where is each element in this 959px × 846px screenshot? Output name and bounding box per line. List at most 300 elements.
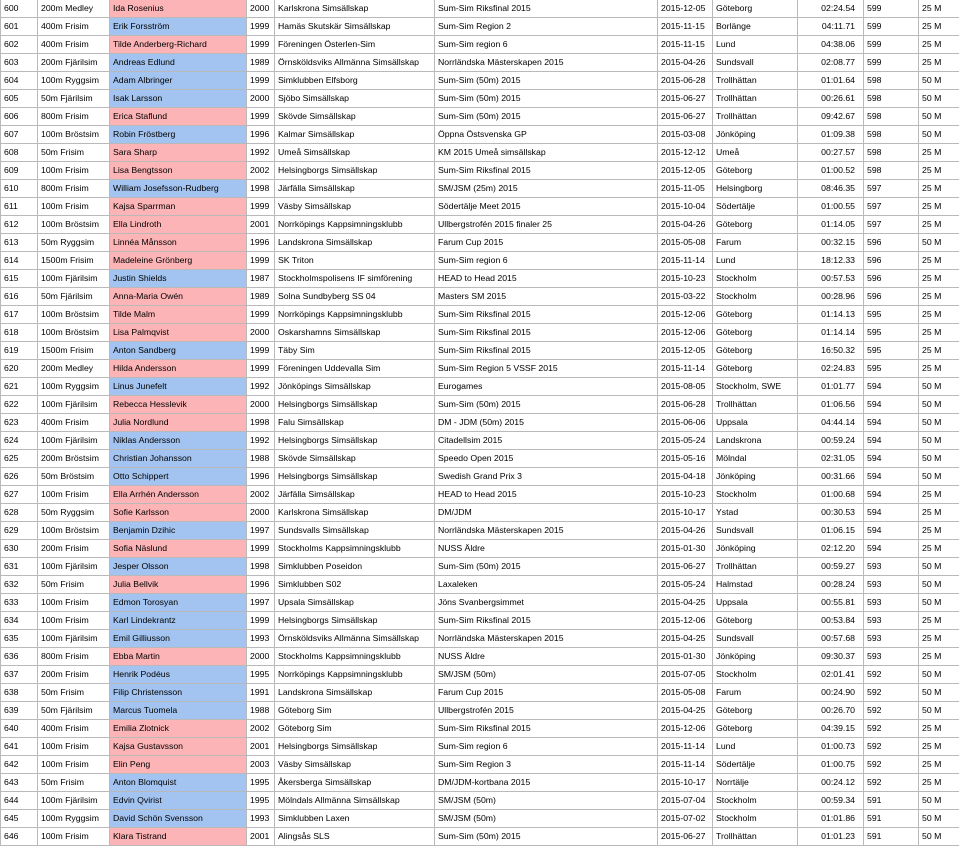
time-cell: 00:28.24 <box>798 576 864 594</box>
swimmer-name-cell: Tilde Malm <box>110 306 247 324</box>
swimmer-name-cell: Filip Christensson <box>110 684 247 702</box>
date-cell: 2015-01-30 <box>658 540 713 558</box>
points-cell: 592 <box>864 684 919 702</box>
club-cell: Upsala Simsällskap <box>275 594 435 612</box>
rank-cell: 644 <box>1 792 38 810</box>
time-cell: 01:06.15 <box>798 522 864 540</box>
pool-length-cell: 25 M <box>919 522 959 540</box>
birth-year-cell: 1997 <box>247 594 275 612</box>
competition-cell: Södertälje Meet 2015 <box>435 198 658 216</box>
points-cell: 591 <box>864 810 919 828</box>
birth-year-cell: 2000 <box>247 396 275 414</box>
event-cell: 50m Fjärilsim <box>38 702 110 720</box>
date-cell: 2015-04-25 <box>658 594 713 612</box>
birth-year-cell: 1999 <box>247 306 275 324</box>
birth-year-cell: 2000 <box>247 504 275 522</box>
event-cell: 100m Frisim <box>38 756 110 774</box>
city-cell: Göteborg <box>713 324 798 342</box>
pool-length-cell: 25 M <box>919 270 959 288</box>
birth-year-cell: 1996 <box>247 468 275 486</box>
competition-cell: Öppna Östsvenska GP <box>435 126 658 144</box>
rank-cell: 628 <box>1 504 38 522</box>
event-cell: 100m Bröstsim <box>38 216 110 234</box>
club-cell: Skövde Simsällskap <box>275 450 435 468</box>
swimmer-name-cell: Christian Johansson <box>110 450 247 468</box>
competition-cell: DM - JDM (50m) 2015 <box>435 414 658 432</box>
competition-cell: Jöns Svanbergsimmet <box>435 594 658 612</box>
event-cell: 50m Frisim <box>38 774 110 792</box>
club-cell: Stockholms Kappsimningsklubb <box>275 540 435 558</box>
club-cell: Örnsköldsviks Allmänna Simsällskap <box>275 630 435 648</box>
rank-cell: 610 <box>1 180 38 198</box>
club-cell: Väsby Simsällskap <box>275 756 435 774</box>
swimmer-name-cell: Anna-Maria Owén <box>110 288 247 306</box>
rank-cell: 638 <box>1 684 38 702</box>
club-cell: Simklubben Elfsborg <box>275 72 435 90</box>
date-cell: 2015-08-05 <box>658 378 713 396</box>
competition-cell: Ullbergstrofén 2015 finaler 25 <box>435 216 658 234</box>
birth-year-cell: 1997 <box>247 522 275 540</box>
table-row <box>1 378 959 396</box>
rank-cell: 620 <box>1 360 38 378</box>
table-row <box>1 216 959 234</box>
pool-length-cell: 25 M <box>919 738 959 756</box>
event-cell: 200m Frisim <box>38 540 110 558</box>
rank-cell: 626 <box>1 468 38 486</box>
date-cell: 2015-12-05 <box>658 0 713 18</box>
club-cell: Helsingborgs Simsällskap <box>275 612 435 630</box>
pool-length-cell: 50 M <box>919 72 959 90</box>
rank-cell: 623 <box>1 414 38 432</box>
club-cell: Åkersberga Simsällskap <box>275 774 435 792</box>
time-cell: 01:00.52 <box>798 162 864 180</box>
time-cell: 09:42.67 <box>798 108 864 126</box>
table-row <box>1 720 959 738</box>
birth-year-cell: 1993 <box>247 630 275 648</box>
swimmer-name-cell: Adam Albringer <box>110 72 247 90</box>
date-cell: 2015-12-06 <box>658 612 713 630</box>
date-cell: 2015-07-04 <box>658 792 713 810</box>
date-cell: 2015-06-28 <box>658 396 713 414</box>
date-cell: 2015-12-06 <box>658 306 713 324</box>
city-cell: Mölndal <box>713 450 798 468</box>
city-cell: Borlänge <box>713 18 798 36</box>
swimmer-name-cell: Lisa Bengtsson <box>110 162 247 180</box>
pool-length-cell: 50 M <box>919 792 959 810</box>
points-cell: 593 <box>864 576 919 594</box>
competition-cell: Sum-Sim (50m) 2015 <box>435 108 658 126</box>
city-cell: Uppsala <box>713 594 798 612</box>
pool-length-cell: 25 M <box>919 504 959 522</box>
event-cell: 100m Bröstsim <box>38 126 110 144</box>
club-cell: Norrköpings Kappsimningsklubb <box>275 666 435 684</box>
time-cell: 16:50.32 <box>798 342 864 360</box>
event-cell: 100m Fjärilsim <box>38 432 110 450</box>
swimmer-name-cell: Rebecca Hesslevik <box>110 396 247 414</box>
event-cell: 100m Frisim <box>38 486 110 504</box>
time-cell: 00:24.90 <box>798 684 864 702</box>
rank-cell: 637 <box>1 666 38 684</box>
pool-length-cell: 50 M <box>919 828 959 846</box>
time-cell: 00:57.53 <box>798 270 864 288</box>
birth-year-cell: 1988 <box>247 450 275 468</box>
date-cell: 2015-05-08 <box>658 684 713 702</box>
swimmer-name-cell: Sofie Karlsson <box>110 504 247 522</box>
time-cell: 01:00.55 <box>798 198 864 216</box>
date-cell: 2015-06-27 <box>658 558 713 576</box>
pool-length-cell: 25 M <box>919 756 959 774</box>
swimmer-name-cell: Justin Shields <box>110 270 247 288</box>
rank-cell: 602 <box>1 36 38 54</box>
points-cell: 598 <box>864 90 919 108</box>
rank-cell: 604 <box>1 72 38 90</box>
birth-year-cell: 2003 <box>247 756 275 774</box>
swimmer-name-cell: Marcus Tuomela <box>110 702 247 720</box>
points-cell: 594 <box>864 522 919 540</box>
points-cell: 595 <box>864 342 919 360</box>
rank-cell: 617 <box>1 306 38 324</box>
swimmer-name-cell: Klara Tistrand <box>110 828 247 846</box>
swimmer-name-cell: Edvin Qvirist <box>110 792 247 810</box>
date-cell: 2015-05-16 <box>658 450 713 468</box>
event-cell: 100m Frisim <box>38 828 110 846</box>
table-row <box>1 18 959 36</box>
event-cell: 100m Ryggsim <box>38 810 110 828</box>
table-row <box>1 630 959 648</box>
time-cell: 00:27.57 <box>798 144 864 162</box>
swimmer-name-cell: Benjamin Dzihic <box>110 522 247 540</box>
event-cell: 1500m Frisim <box>38 252 110 270</box>
club-cell: Landskrona Simsällskap <box>275 684 435 702</box>
rank-cell: 607 <box>1 126 38 144</box>
birth-year-cell: 1999 <box>247 612 275 630</box>
pool-length-cell: 25 M <box>919 162 959 180</box>
time-cell: 04:11.71 <box>798 18 864 36</box>
birth-year-cell: 2000 <box>247 648 275 666</box>
swimmer-name-cell: Erik Forsström <box>110 18 247 36</box>
city-cell: Sundsvall <box>713 54 798 72</box>
club-cell: Helsingborgs Simsällskap <box>275 468 435 486</box>
pool-length-cell: 50 M <box>919 684 959 702</box>
table-row <box>1 810 959 828</box>
points-cell: 596 <box>864 234 919 252</box>
table-row <box>1 396 959 414</box>
competition-cell: Sum-Sim Riksfinal 2015 <box>435 162 658 180</box>
birth-year-cell: 1998 <box>247 180 275 198</box>
city-cell: Uppsala <box>713 414 798 432</box>
swimmer-name-cell: Ida Rosenius <box>110 0 247 18</box>
swimmer-name-cell: Karl Lindekrantz <box>110 612 247 630</box>
pool-length-cell: 50 M <box>919 378 959 396</box>
city-cell: Jönköping <box>713 540 798 558</box>
club-cell: Oskarshamns Simsällskap <box>275 324 435 342</box>
event-cell: 50m Fjärilsim <box>38 288 110 306</box>
swimmer-name-cell: Julia Nordlund <box>110 414 247 432</box>
rank-cell: 625 <box>1 450 38 468</box>
club-cell: Alingsås SLS <box>275 828 435 846</box>
time-cell: 01:01.77 <box>798 378 864 396</box>
points-cell: 592 <box>864 738 919 756</box>
club-cell: Sjöbo Simsällskap <box>275 90 435 108</box>
city-cell: Stockholm <box>713 288 798 306</box>
city-cell: Lund <box>713 252 798 270</box>
event-cell: 50m Frisim <box>38 684 110 702</box>
event-cell: 400m Frisim <box>38 720 110 738</box>
birth-year-cell: 1993 <box>247 810 275 828</box>
time-cell: 01:00.75 <box>798 756 864 774</box>
date-cell: 2015-04-18 <box>658 468 713 486</box>
time-cell: 01:09.38 <box>798 126 864 144</box>
swimmer-name-cell: Robin Fröstberg <box>110 126 247 144</box>
table-row <box>1 342 959 360</box>
date-cell: 2015-04-25 <box>658 702 713 720</box>
pool-length-cell: 25 M <box>919 36 959 54</box>
event-cell: 100m Fjärilsim <box>38 792 110 810</box>
pool-length-cell: 25 M <box>919 324 959 342</box>
time-cell: 02:01.41 <box>798 666 864 684</box>
table-row <box>1 306 959 324</box>
club-cell: Karlskrona Simsällskap <box>275 0 435 18</box>
time-cell: 04:38.06 <box>798 36 864 54</box>
date-cell: 2015-11-15 <box>658 36 713 54</box>
pool-length-cell: 50 M <box>919 126 959 144</box>
event-cell: 200m Fjärilsim <box>38 54 110 72</box>
event-cell: 100m Bröstsim <box>38 324 110 342</box>
competition-cell: Sum-Sim Region 3 <box>435 756 658 774</box>
club-cell: Hamäs Skutskär Simsällskap <box>275 18 435 36</box>
club-cell: Stockholmspolisens IF simförening <box>275 270 435 288</box>
birth-year-cell: 1999 <box>247 72 275 90</box>
rank-cell: 609 <box>1 162 38 180</box>
rank-cell: 640 <box>1 720 38 738</box>
time-cell: 04:39.15 <box>798 720 864 738</box>
competition-cell: NUSS Äldre <box>435 540 658 558</box>
rank-cell: 611 <box>1 198 38 216</box>
pool-length-cell: 25 M <box>919 630 959 648</box>
date-cell: 2015-07-05 <box>658 666 713 684</box>
table-row <box>1 702 959 720</box>
event-cell: 100m Frisim <box>38 594 110 612</box>
city-cell: Stockholm <box>713 666 798 684</box>
city-cell: Halmstad <box>713 576 798 594</box>
date-cell: 2015-11-15 <box>658 18 713 36</box>
rank-cell: 608 <box>1 144 38 162</box>
date-cell: 2015-06-06 <box>658 414 713 432</box>
rank-cell: 645 <box>1 810 38 828</box>
birth-year-cell: 1999 <box>247 252 275 270</box>
points-cell: 594 <box>864 432 919 450</box>
swimmer-name-cell: William Josefsson-Rudberg <box>110 180 247 198</box>
date-cell: 2015-03-08 <box>658 126 713 144</box>
points-cell: 599 <box>864 18 919 36</box>
club-cell: Helsingborgs Simsällskap <box>275 432 435 450</box>
competition-cell: Eurogames <box>435 378 658 396</box>
event-cell: 400m Frisim <box>38 18 110 36</box>
event-cell: 100m Frisim <box>38 162 110 180</box>
swimmer-name-cell: Sara Sharp <box>110 144 247 162</box>
swimmer-name-cell: Emilia Zlotnick <box>110 720 247 738</box>
birth-year-cell: 1995 <box>247 666 275 684</box>
pool-length-cell: 50 M <box>919 432 959 450</box>
table-row <box>1 522 959 540</box>
pool-length-cell: 50 M <box>919 810 959 828</box>
pool-length-cell: 25 M <box>919 540 959 558</box>
points-cell: 598 <box>864 162 919 180</box>
points-cell: 598 <box>864 144 919 162</box>
event-cell: 800m Frisim <box>38 648 110 666</box>
event-cell: 50m Frisim <box>38 144 110 162</box>
table-row <box>1 126 959 144</box>
birth-year-cell: 1995 <box>247 774 275 792</box>
swimmer-name-cell: Lisa Palmqvist <box>110 324 247 342</box>
date-cell: 2015-05-08 <box>658 234 713 252</box>
city-cell: Sundsvall <box>713 522 798 540</box>
time-cell: 01:01.86 <box>798 810 864 828</box>
city-cell: Trollhättan <box>713 828 798 846</box>
table-row <box>1 792 959 810</box>
table-row <box>1 414 959 432</box>
birth-year-cell: 2001 <box>247 738 275 756</box>
swimmer-name-cell: Niklas Andersson <box>110 432 247 450</box>
points-cell: 599 <box>864 54 919 72</box>
birth-year-cell: 1992 <box>247 144 275 162</box>
swimmer-name-cell: Ella Arrhén Andersson <box>110 486 247 504</box>
pool-length-cell: 50 M <box>919 468 959 486</box>
rank-cell: 616 <box>1 288 38 306</box>
table-row <box>1 234 959 252</box>
rank-cell: 612 <box>1 216 38 234</box>
table-row <box>1 144 959 162</box>
event-cell: 200m Frisim <box>38 666 110 684</box>
city-cell: Stockholm <box>713 792 798 810</box>
pool-length-cell: 50 M <box>919 414 959 432</box>
swimmer-name-cell: Julia Bellvik <box>110 576 247 594</box>
city-cell: Jönköping <box>713 126 798 144</box>
time-cell: 02:24.54 <box>798 0 864 18</box>
competition-cell: Sum-Sim Riksfinal 2015 <box>435 0 658 18</box>
birth-year-cell: 1999 <box>247 36 275 54</box>
birth-year-cell: 1989 <box>247 54 275 72</box>
event-cell: 50m Fjärilsim <box>38 90 110 108</box>
swimmer-name-cell: Linnéa Månsson <box>110 234 247 252</box>
pool-length-cell: 25 M <box>919 612 959 630</box>
city-cell: Umeå <box>713 144 798 162</box>
date-cell: 2015-12-06 <box>658 324 713 342</box>
date-cell: 2015-10-23 <box>658 486 713 504</box>
points-cell: 598 <box>864 126 919 144</box>
club-cell: Stockholms Kappsimningsklubb <box>275 648 435 666</box>
event-cell: 200m Bröstsim <box>38 450 110 468</box>
date-cell: 2015-10-17 <box>658 774 713 792</box>
event-cell: 50m Ryggsim <box>38 234 110 252</box>
pool-length-cell: 25 M <box>919 342 959 360</box>
swimmer-name-cell: Otto Schippert <box>110 468 247 486</box>
city-cell: Trollhättan <box>713 90 798 108</box>
table-row <box>1 36 959 54</box>
birth-year-cell: 1998 <box>247 558 275 576</box>
time-cell: 00:26.61 <box>798 90 864 108</box>
time-cell: 01:06.56 <box>798 396 864 414</box>
event-cell: 800m Frisim <box>38 108 110 126</box>
pool-length-cell: 50 M <box>919 576 959 594</box>
city-cell: Ystad <box>713 504 798 522</box>
event-cell: 100m Frisim <box>38 198 110 216</box>
club-cell: Norrköpings Kappsimningsklubb <box>275 216 435 234</box>
birth-year-cell: 1992 <box>247 432 275 450</box>
points-cell: 592 <box>864 720 919 738</box>
club-cell: Täby Sim <box>275 342 435 360</box>
date-cell: 2015-06-27 <box>658 108 713 126</box>
table-row <box>1 738 959 756</box>
city-cell: Trollhättan <box>713 396 798 414</box>
rank-cell: 641 <box>1 738 38 756</box>
event-cell: 200m Medley <box>38 360 110 378</box>
club-cell: Väsby Simsällskap <box>275 198 435 216</box>
date-cell: 2015-05-24 <box>658 432 713 450</box>
rank-cell: 606 <box>1 108 38 126</box>
competition-cell: Sum-Sim Riksfinal 2015 <box>435 720 658 738</box>
pool-length-cell: 25 M <box>919 18 959 36</box>
club-cell: Mölndals Allmänna Simsällskap <box>275 792 435 810</box>
date-cell: 2015-11-14 <box>658 756 713 774</box>
competition-cell: Sum-Sim (50m) 2015 <box>435 558 658 576</box>
birth-year-cell: 1998 <box>247 414 275 432</box>
swimmer-name-cell: Henrik Podéus <box>110 666 247 684</box>
competition-cell: Norrländska Mästerskapen 2015 <box>435 630 658 648</box>
city-cell: Lund <box>713 738 798 756</box>
points-cell: 599 <box>864 0 919 18</box>
date-cell: 2015-12-12 <box>658 144 713 162</box>
points-cell: 596 <box>864 270 919 288</box>
pool-length-cell: 25 M <box>919 360 959 378</box>
competition-cell: Sum-Sim Riksfinal 2015 <box>435 306 658 324</box>
competition-cell: Sum-Sim region 6 <box>435 252 658 270</box>
rank-cell: 633 <box>1 594 38 612</box>
points-cell: 599 <box>864 36 919 54</box>
time-cell: 08:46.35 <box>798 180 864 198</box>
points-cell: 595 <box>864 360 919 378</box>
city-cell: Lund <box>713 36 798 54</box>
club-cell: SK Triton <box>275 252 435 270</box>
points-cell: 592 <box>864 756 919 774</box>
club-cell: Simklubben Laxen <box>275 810 435 828</box>
date-cell: 2015-04-25 <box>658 630 713 648</box>
points-cell: 594 <box>864 378 919 396</box>
rank-cell: 618 <box>1 324 38 342</box>
competition-cell: HEAD to Head 2015 <box>435 486 658 504</box>
competition-cell: Farum Cup 2015 <box>435 234 658 252</box>
pool-length-cell: 25 M <box>919 306 959 324</box>
birth-year-cell: 1999 <box>247 360 275 378</box>
points-cell: 592 <box>864 666 919 684</box>
event-cell: 100m Fjärilsim <box>38 396 110 414</box>
date-cell: 2015-07-02 <box>658 810 713 828</box>
city-cell: Göteborg <box>713 702 798 720</box>
points-cell: 593 <box>864 648 919 666</box>
rank-cell: 614 <box>1 252 38 270</box>
event-cell: 100m Frisim <box>38 738 110 756</box>
time-cell: 00:26.70 <box>798 702 864 720</box>
pool-length-cell: 50 M <box>919 558 959 576</box>
city-cell: Göteborg <box>713 216 798 234</box>
city-cell: Helsingborg <box>713 180 798 198</box>
points-cell: 595 <box>864 306 919 324</box>
competition-cell: Sum-Sim Region 5 VSSF 2015 <box>435 360 658 378</box>
rank-cell: 630 <box>1 540 38 558</box>
club-cell: Sundsvalls Simsällskap <box>275 522 435 540</box>
points-cell: 597 <box>864 216 919 234</box>
event-cell: 100m Bröstsim <box>38 306 110 324</box>
